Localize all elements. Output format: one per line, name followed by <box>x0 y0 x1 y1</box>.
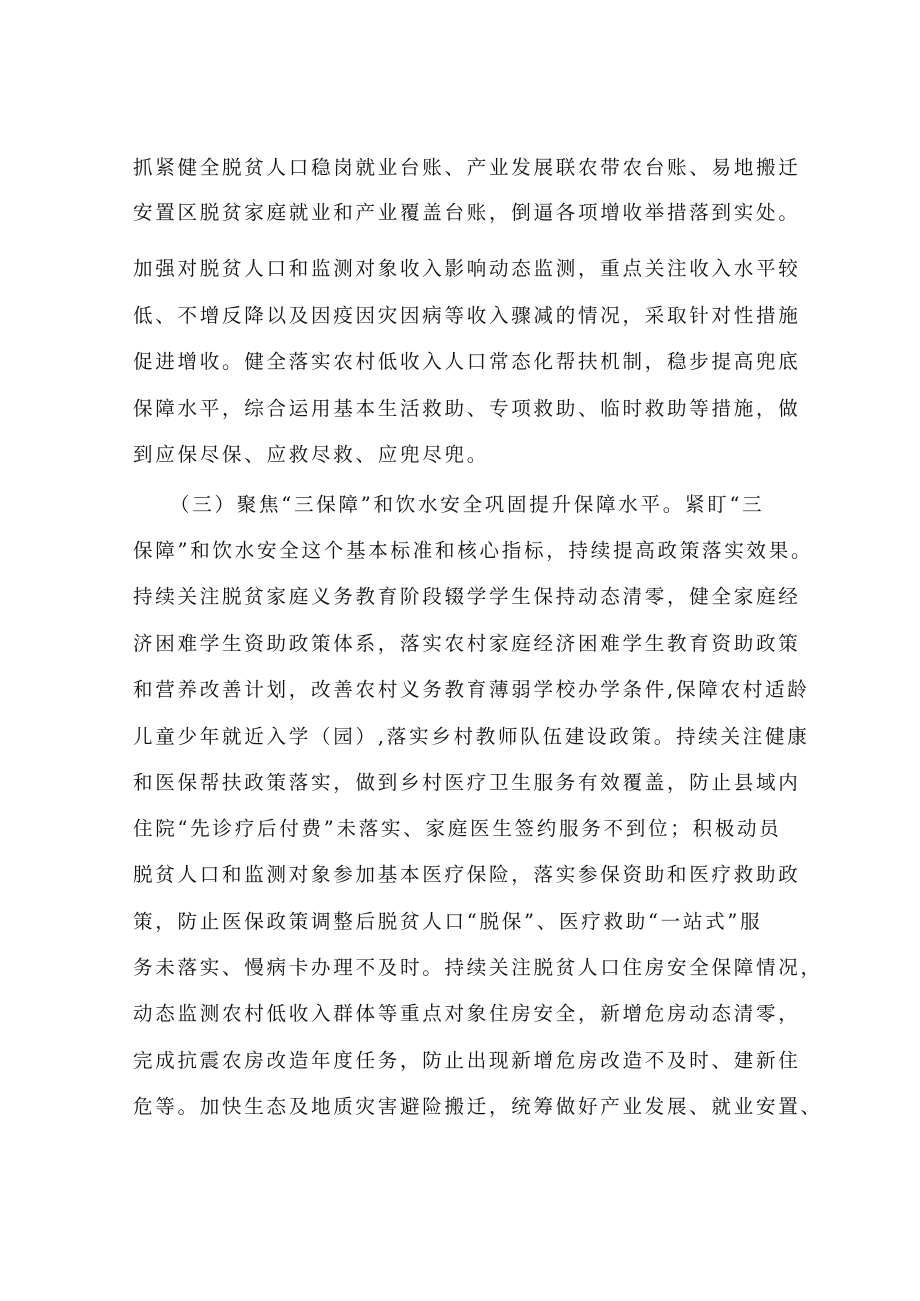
text-line: 持续关注脱贫家庭义务教育阶段辍学学生保持动态清零，健全家庭经 <box>133 585 801 608</box>
section-heading: （三）聚焦“三保障”和饮水安全巩固提升保障水平。紧盯“三 <box>170 493 765 516</box>
text-line: 济困难学生资助政策体系，落实农村家庭经济困难学生教育资助政策 <box>133 632 801 655</box>
text-line: 到应保尽保、应救尽救、应兜尽兜。 <box>133 443 490 466</box>
text-line: 加强对脱贫人口和监测对象收入影响动态监测，重点关注收入水平较 <box>133 257 801 280</box>
text-line: 抓紧健全脱贫人口稳岗就业台账、产业发展联农带农台账、易地搬迁 <box>133 156 801 179</box>
text-line: 完成抗震农房改造年度任务，防止出现新增危房改造不及时、建新住 <box>133 1049 801 1072</box>
text-line: 和营养改善计划，改善农村义务教育薄弱学校办学条件,保障农村适龄 <box>133 678 810 701</box>
text-line: 策，防止医保政策调整后脱贫人口“脱保”、医疗救助“一站式”服 <box>133 910 763 933</box>
text-line: 脱贫人口和监测对象参加基本医疗保险，落实参保资助和医疗救助政 <box>133 863 801 886</box>
text-line: 保障”和饮水安全这个基本标准和核心指标，持续提高政策落实效果。 <box>133 539 814 562</box>
text-line: 促进增收。健全落实农村低收入人口常态化帮扶机制，稳步提高兜底 <box>133 350 801 373</box>
text-line: 危等。加快生态及地质灾害避险搬迁，统筹做好产业发展、就业安置、 <box>133 1095 823 1118</box>
text-line: 和医保帮扶政策落实，做到乡村医疗卫生服务有效覆盖，防止县域内 <box>133 771 801 794</box>
text-line: 低、不增反降以及因疫因灾因病等收入骤减的情况，采取针对性措施 <box>133 304 801 327</box>
text-line: 安置区脱贫家庭就业和产业覆盖台账，倒逼各项增收举措落到实处。 <box>133 201 801 224</box>
text-line: 儿童少年就近入学（园）,落实乡村教师队伍建设政策。持续关注健康 <box>133 725 810 748</box>
text-line: 务未落实、慢病卡办理不及时。持续关注脱贫人口住房安全保障情况， <box>133 956 823 979</box>
text-line: 动态监测农村低收入群体等重点对象住房安全，新增危房动态清零， <box>133 1002 801 1025</box>
text-line: 住院“先诊疗后付费”未落实、家庭医生签约服务不到位；积极动员 <box>133 817 782 840</box>
text-line: 保障水平，综合运用基本生活救助、专项救助、临时救助等措施，做 <box>133 397 801 420</box>
